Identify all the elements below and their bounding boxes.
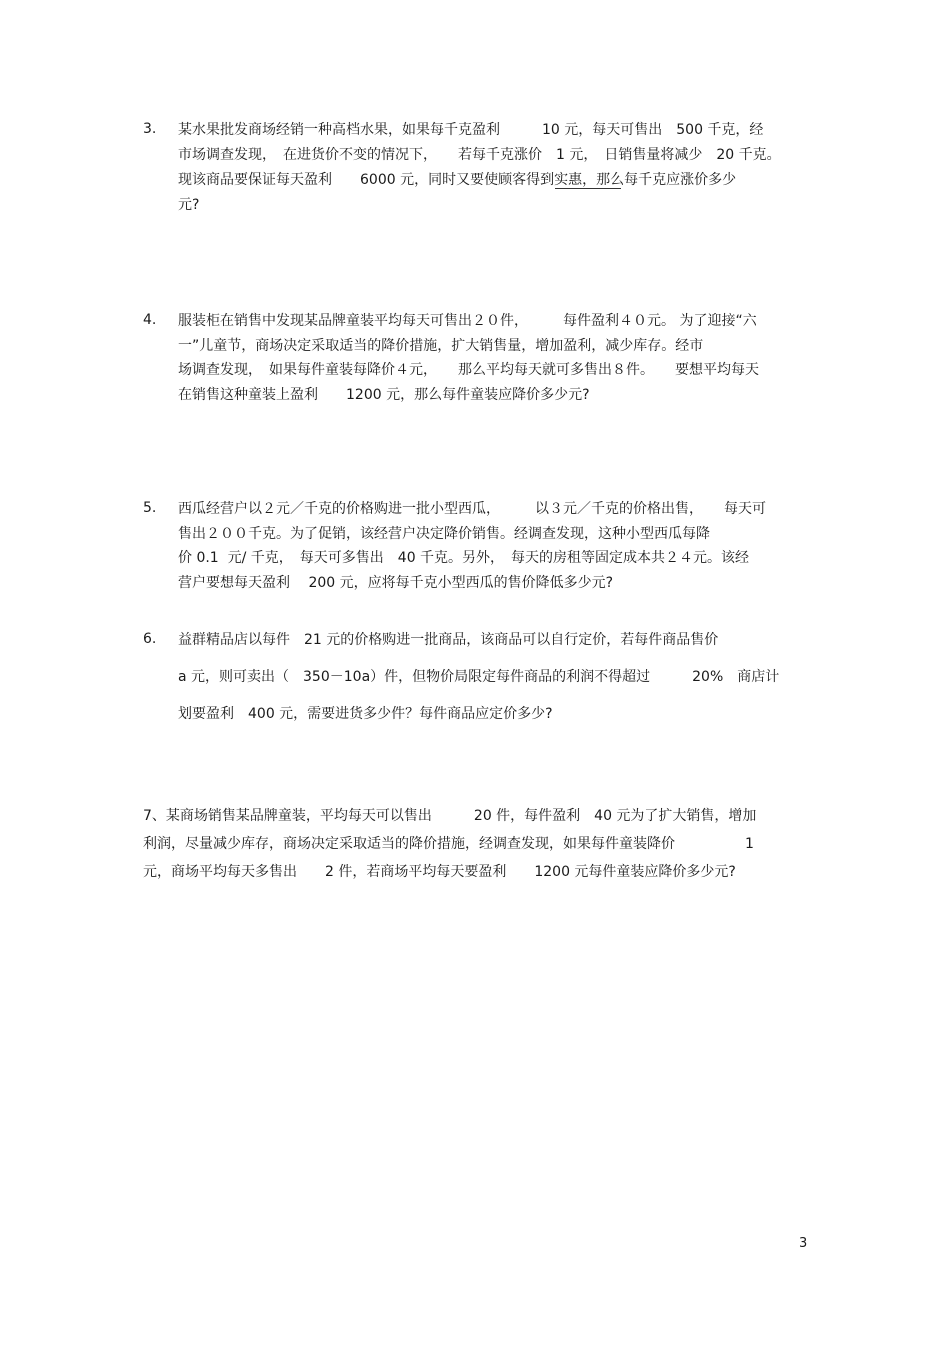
problem-text-line: a 元，则可卖出（ 350－10a）件，但物价局限定每件商品的利润不得超过 20% 商店计: [178, 669, 780, 685]
problem-text-line: 在销售这种童装上盈利 1200 元，那么每件童装应降价多少元?: [178, 387, 590, 403]
problem-text-line: 价 0.1 元/ 千克， 每天可多售出 40 千克。另外， 每天的房租等固定成本共２４元。该经: [178, 550, 750, 566]
problem-number: 6.: [143, 631, 157, 647]
problem-text-line: 利润，尽量减少库存，商场决定采取适当的降价措施，经调查发现，如果每件童装降价 1: [143, 836, 754, 852]
problem-text-line: 现该商品要保证每天盈利 6000 元，同时又要使顾客得到实惠，那么每千克应涨价多少: [178, 172, 737, 188]
underline-mark: [555, 188, 621, 189]
problem-text-line: 市场调查发现， 在进货价不变的情况下， 若每千克涨价 1 元， 日销售量将减少 20 千克。: [178, 147, 781, 163]
problem-number: 4.: [143, 312, 157, 328]
problem-text-line: 划要盈利 400 元，需要进货多少件？每件商品应定价多少?: [178, 706, 553, 722]
problem-text-line: 西瓜经营户以２元／千克的价格购进一批小型西瓜， 以３元／千克的价格出售， 每天可: [178, 501, 766, 517]
problem-text-line: 7、某商场销售某品牌童装，平均每天可以售出 20 件，每件盈利 40 元为了扩大销售，增加: [143, 808, 757, 824]
problem-number: 3.: [143, 121, 157, 137]
problem-text-line: 一”儿童节，商场决定采取适当的降价措施，扩大销售量，增加盈利，减少库存。经市: [178, 338, 704, 354]
problem-text-line: 益群精品店以每件 21 元的价格购进一批商品，该商品可以自行定价，若每件商品售价: [178, 632, 719, 648]
problem-text-line: 元，商场平均每天多售出 2 件，若商场平均每天要盈利 1200 元每件童装应降价多少元?: [143, 864, 736, 880]
problem-text-line: 服装柜在销售中发现某品牌童装平均每天可售出２０件， 每件盈利４０元。 为了迎接“六: [178, 313, 757, 329]
page-number: 3: [799, 1236, 808, 1251]
problem-text-line: 场调查发现， 如果每件童装每降价４元， 那么平均每天就可多售出８件。 要想平均每天: [178, 362, 759, 378]
problem-text-line: 营户要想每天盈利 200 元，应将每千克小型西瓜的售价降低多少元?: [178, 575, 614, 591]
problem-text-line: 售出２００千克。为了促销，该经营户决定降价销售。经调查发现，这种小型西瓜每降: [178, 526, 710, 542]
problem-text-line: 元?: [178, 197, 200, 213]
problem-number: 5.: [143, 500, 157, 516]
problem-text-line: 某水果批发商场经销一种高档水果，如果每千克盈利 10 元，每天可售出 500 千克，经: [178, 122, 764, 138]
